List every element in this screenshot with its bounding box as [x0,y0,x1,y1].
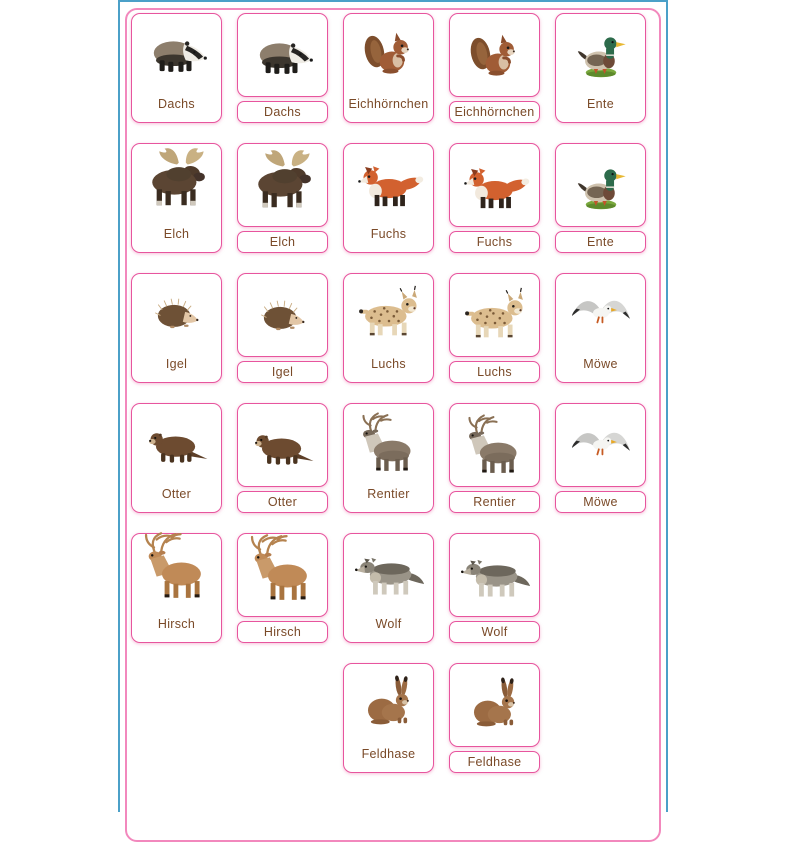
moose-icon [244,156,322,214]
card-label: Feldhase [361,747,416,761]
flashcard-elch-pair [237,143,328,253]
card-label: Dachs [158,97,195,111]
otter-icon [132,404,221,481]
wolf-icon [344,534,433,611]
card-label: Feldhase [467,755,522,769]
flashcard-moewe-pair [555,403,646,513]
card-label: Dachs [264,105,301,119]
flashcard-hirsch-combined [131,533,222,643]
word-card [237,231,328,253]
reindeer-icon [456,416,534,474]
lynx-icon [344,274,433,351]
picture-card [237,403,328,487]
flashcard-luchs-combined [343,273,434,383]
picture-card [449,143,540,227]
lynx-icon [456,286,534,344]
red-deer-icon [132,534,221,611]
flashcard-dachs-pair [237,13,328,123]
card-label: Ente [587,235,614,249]
flashcard-fuchs-combined [343,143,434,253]
flashcard-hirsch-pair [237,533,328,643]
duck-icon [556,14,645,91]
card-label: Ente [587,97,614,111]
reindeer-icon [344,404,433,481]
picture-card [555,143,646,227]
card-label: Igel [165,357,188,371]
card-label: Wolf [375,617,402,631]
hare-icon [344,664,433,741]
word-card [449,231,540,253]
picture-card [449,533,540,617]
flashcard-otter-combined [131,403,222,513]
squirrel-icon [456,26,534,84]
hedgehog-icon [244,286,322,344]
card-label: Hirsch [263,625,302,639]
red-deer-icon [244,546,322,604]
word-card [555,491,646,513]
card-label: Rentier [367,487,410,501]
picture-card [237,13,328,97]
flashcard-elch-combined [131,143,222,253]
wolf-icon [456,546,534,604]
flashcard-rentier-pair [449,403,540,513]
word-card [449,101,540,123]
picture-card [237,533,328,617]
word-card [449,361,540,383]
card-label: Rentier [473,495,516,509]
picture-card [449,13,540,97]
card-label: Elch [269,235,296,249]
picture-card [449,663,540,747]
word-card [449,491,540,513]
flashcard-ente-pair [555,143,646,253]
word-card [237,621,328,643]
otter-icon [244,416,322,474]
card-label: Wolf [481,625,508,639]
flashcard-rentier-combined [343,403,434,513]
picture-card [237,143,328,227]
picture-card [237,273,328,357]
picture-card [449,403,540,487]
flashcard-feldhase-combined [343,663,434,773]
card-label: Hirsch [157,617,196,631]
hedgehog-icon [132,274,221,351]
flashcard-igel-combined [131,273,222,383]
card-label: Möwe [583,357,618,371]
card-label: Möwe [583,495,618,509]
flashcard-moewe-combined [555,273,646,383]
flashcard-fuchs-pair [449,143,540,253]
gull-icon [556,274,645,351]
gull-icon [562,416,640,474]
fox-icon [344,144,433,221]
word-card [237,101,328,123]
flashcard-igel-pair [237,273,328,383]
moose-icon [132,144,221,221]
duck-icon [562,156,640,214]
card-label: Luchs [371,357,406,371]
badger-icon [132,14,221,91]
fox-icon [456,156,534,214]
flashcard-otter-pair [237,403,328,513]
word-card [449,621,540,643]
badger-icon [244,26,322,84]
card-label: Otter [267,495,298,509]
word-card [237,361,328,383]
card-label: Eichhörnchen [454,105,535,119]
word-card [237,491,328,513]
picture-card [449,273,540,357]
card-label: Fuchs [476,235,513,249]
card-label: Fuchs [370,227,407,241]
flashcard-ente-combined [555,13,646,123]
picture-card [555,403,646,487]
flashcard-eichhoernchen-pair [449,13,540,123]
word-card [555,231,646,253]
flashcard-wolf-combined [343,533,434,643]
flashcard-eichhoernchen-combined [343,13,434,123]
card-label: Eichhörnchen [348,97,429,111]
flashcard-dachs-combined [131,13,222,123]
flashcard-wolf-pair [449,533,540,643]
card-label: Otter [161,487,192,501]
card-grid [131,13,646,773]
word-card [449,751,540,773]
flashcard-feldhase-pair [449,663,540,773]
hare-icon [456,676,534,734]
flashcard-sheet [118,0,668,812]
card-label: Elch [163,227,190,241]
card-label: Igel [271,365,294,379]
squirrel-icon [344,14,433,91]
card-label: Luchs [477,365,512,379]
flashcard-luchs-pair [449,273,540,383]
